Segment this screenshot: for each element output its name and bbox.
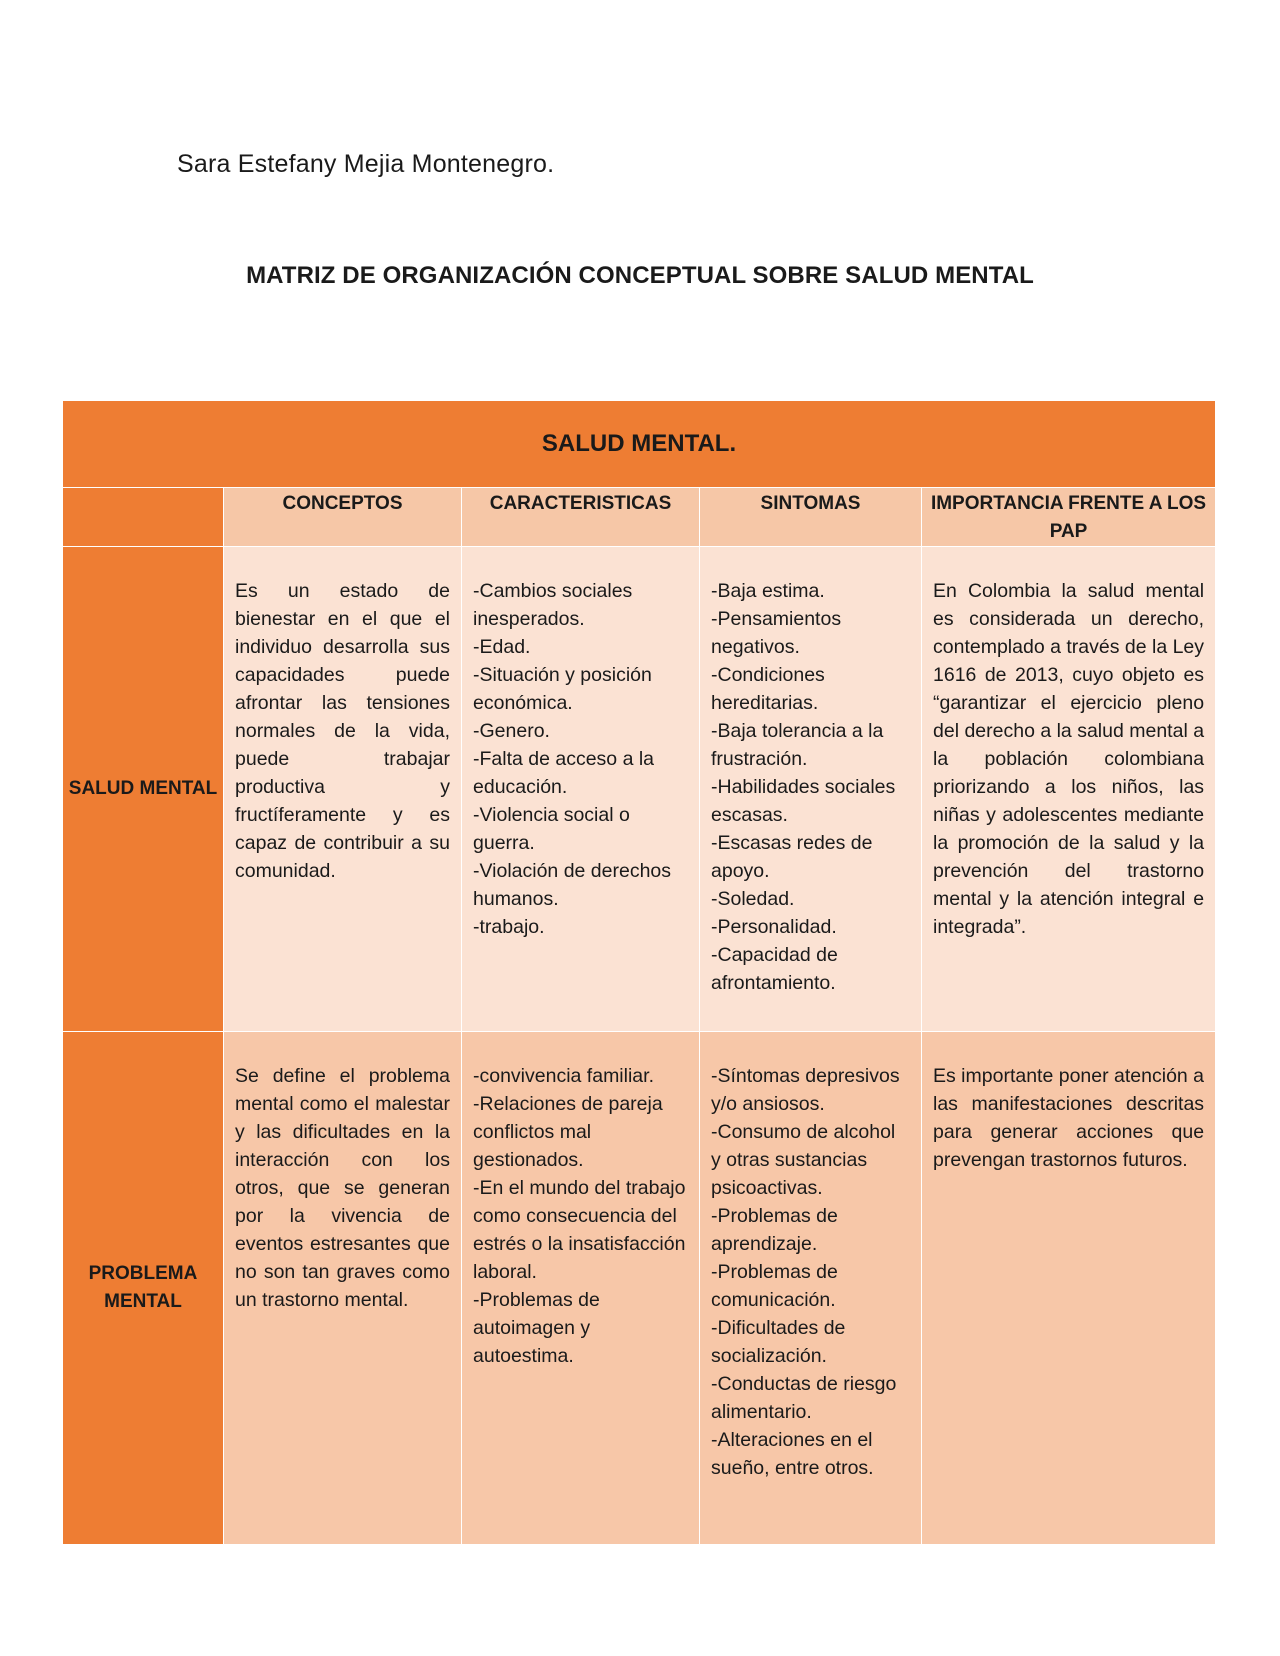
sintomas-cell xyxy=(700,1032,922,1545)
list-item: -En el mundo del trabajo como consecuencia del estrés o la insatisfacción laboral. xyxy=(473,1177,686,1283)
list-item: -Síntomas depresivos y/o ansiosos. xyxy=(711,1065,900,1115)
list-item: -Violencia social o guerra. xyxy=(473,804,630,854)
list-item: -Genero. xyxy=(473,720,550,742)
table-row-salud-mental xyxy=(63,547,1216,1032)
list-item: -Condiciones hereditarias. xyxy=(711,664,825,714)
column-header-conceptos: CONCEPTOS xyxy=(224,488,462,547)
list-item: -Baja estima. xyxy=(711,580,825,602)
table-row-problema-mental xyxy=(63,1032,1216,1545)
list-item: -Consumo de alcohol y otras sustancias psicoactivas. xyxy=(711,1121,896,1199)
concepto-cell: Se define el problema mental como el malestar y las dificultades en la interacción con los otros, que se generan por la vivencia de eventos estresantes que no son tan graves como un trastorno mental. xyxy=(224,1032,462,1545)
list-item: -convivencia familiar. xyxy=(473,1065,654,1087)
caracteristicas-cell xyxy=(462,547,700,1032)
list-item: -Personalidad. xyxy=(711,916,837,938)
list-item: -Baja tolerancia a la frustración. xyxy=(711,720,884,770)
concept-matrix-table xyxy=(62,400,1216,1545)
list-item: -Pensamientos negativos. xyxy=(711,608,842,658)
list-item: -Habilidades sociales escasas. xyxy=(711,776,896,826)
row-header-problema-mental: PROBLEMA MENTAL xyxy=(63,1032,224,1545)
list-item: -Problemas de autoimagen y autoestima. xyxy=(473,1289,600,1367)
sintomas-cell xyxy=(700,547,922,1032)
list-item: -Edad. xyxy=(473,636,531,658)
list-item: -Violación de derechos humanos. xyxy=(473,860,672,910)
list-item: -Cambios sociales inesperados. xyxy=(473,580,633,630)
list-item: -Problemas de aprendizaje. xyxy=(711,1205,838,1255)
corner-cell xyxy=(63,488,224,547)
caracteristicas-cell xyxy=(462,1032,700,1545)
table-banner: SALUD MENTAL. xyxy=(63,401,1216,488)
list-item: -Falta de acceso a la educación. xyxy=(473,748,655,798)
column-header-importancia: IMPORTANCIA FRENTE A LOS PAP xyxy=(922,488,1216,547)
list-item: -Situación y posición económica. xyxy=(473,664,652,714)
importancia-cell: En Colombia la salud mental es considerada un derecho, contemplado a través de la Ley 1616 de 2013, cuyo objeto es “garantizar el ejercicio pleno del derecho a la salud mental a la población colombiana priorizando a los niños, las niñas y adolescentes mediante la promoción de la salud y la prevención del trastorno mental y la atención integral e integrada”. xyxy=(922,547,1216,1032)
list-item: -Relaciones de pareja conflictos mal gestionados. xyxy=(473,1093,663,1171)
list-item: -trabajo. xyxy=(473,916,545,938)
importancia-cell: Es importante poner atención a las manifestaciones descritas para generar acciones que prevengan trastornos futuros. xyxy=(922,1032,1216,1545)
list-item: -Soledad. xyxy=(711,888,795,910)
column-header-row xyxy=(63,488,1216,547)
author-name: Sara Estefany Mejia Montenegro. xyxy=(177,150,555,178)
list-item: -Conductas de riesgo alimentario. xyxy=(711,1373,897,1423)
banner-row xyxy=(63,401,1216,488)
list-item: -Capacidad de afrontamiento. xyxy=(711,944,838,994)
concepto-cell: Es un estado de bienestar en el que el individuo desarrolla sus capacidades puede afrontar las tensiones normales de la vida, puede trabajar productiva y fructíferamente y es capaz de contribuir a su comunidad. xyxy=(224,547,462,1032)
column-header-sintomas: SINTOMAS xyxy=(700,488,922,547)
document-title: MATRIZ DE ORGANIZACIÓN CONCEPTUAL SOBRE SALUD MENTAL xyxy=(246,262,1034,289)
list-item: -Dificultades de socialización. xyxy=(711,1317,846,1367)
column-header-caracteristicas: CARACTERISTICAS xyxy=(462,488,700,547)
row-header-salud-mental: SALUD MENTAL xyxy=(63,547,224,1032)
list-item: -Alteraciones en el sueño, entre otros. xyxy=(711,1429,874,1479)
list-item: -Problemas de comunicación. xyxy=(711,1261,838,1311)
list-item: -Escasas redes de apoyo. xyxy=(711,832,873,882)
